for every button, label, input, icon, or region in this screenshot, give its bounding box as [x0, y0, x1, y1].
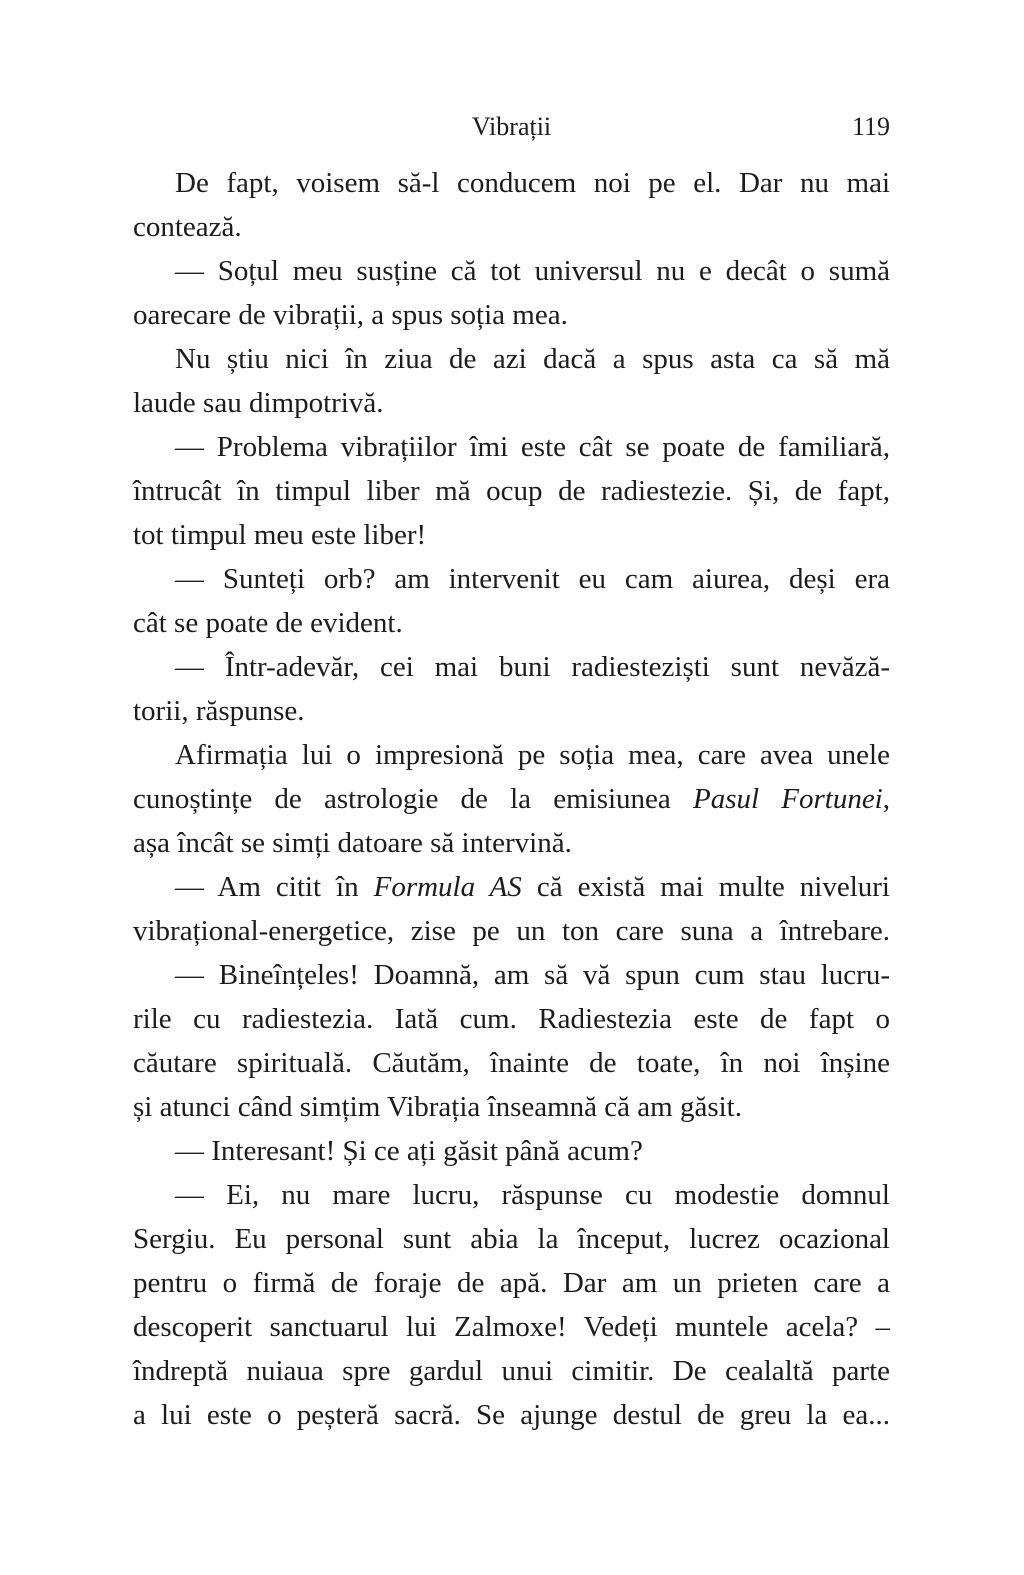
- running-title: Vibrații: [471, 112, 552, 141]
- text-line: îndreptă nuiaua spre gardul unui cimitir. De cealaltă parte: [133, 1355, 890, 1387]
- text-line: oarecare de vibrații, a spus soția mea.: [133, 299, 568, 331]
- text-line: Sergiu. Eu personal sunt abia la început, lucrez ocazional: [133, 1223, 890, 1255]
- text-line: laude sau dimpotrivă.: [133, 387, 384, 419]
- text-line: Nu știu nici în ziua de azi dacă a spus asta ca să mă: [175, 343, 890, 375]
- text-line: și atunci când simțim Vibrația înseamnă că am găsit.: [133, 1091, 742, 1123]
- text-line: rile cu radiestezia. Iată cum. Radiestezia este de fapt o: [133, 1003, 890, 1035]
- text-line: cunoștințe de astrologie de la emisiunea Pasul Fortunei,: [133, 783, 890, 815]
- text-line: a lui este o peșteră sacră. Se ajunge destul de greu la ea...: [133, 1399, 890, 1431]
- text-line: cât se poate de evident.: [133, 607, 403, 639]
- text-line: — Problema vibrațiilor îmi este cât se poate de familiară,: [175, 431, 890, 463]
- text-line: — Sunteți orb? am intervenit eu cam aiurea, deși era: [175, 563, 890, 595]
- text-line: vibrațional-energetice, zise pe un ton care suna a întrebare.: [133, 915, 890, 947]
- text-line: pentru o firmă de foraje de apă. Dar am un prieten care a: [133, 1267, 890, 1299]
- text-line: — Soțul meu susține că tot universul nu e decât o sumă: [175, 255, 890, 287]
- body-text: [133, 161, 890, 1437]
- text-line: descoperit sanctuarul lui Zalmoxe! Vedeți muntele acela? –: [133, 1311, 890, 1343]
- page-number: 119: [851, 112, 890, 141]
- text-line: tot timpul meu este liber!: [133, 519, 427, 551]
- page-header: [133, 112, 890, 144]
- text-line: — Interesant! Și ce ați găsit până acum?: [175, 1135, 643, 1167]
- text-line: — Am citit în Formula AS că există mai multe niveluri: [175, 871, 890, 903]
- text-line: așa încât se simți datoare să intervină.: [133, 827, 572, 859]
- text-line: De fapt, voisem să-l conducem noi pe el. Dar nu mai: [175, 167, 890, 199]
- text-line: torii, răspunse.: [133, 695, 305, 727]
- text-line: — Ei, nu mare lucru, răspunse cu modestie domnul: [175, 1179, 890, 1211]
- text-line: Afirmația lui o impresionă pe soția mea, care avea unele: [175, 739, 890, 771]
- text-line: contează.: [133, 211, 242, 243]
- text-line: — Bineînțeles! Doamnă, am să vă spun cum stau lucru-: [175, 959, 890, 991]
- text-line: întrucât în timpul liber mă ocup de radiestezie. Și, de fapt,: [133, 475, 890, 507]
- text-line: — Într-adevăr, cei mai buni radiesteziști sunt nevăză-: [175, 651, 890, 683]
- text-line: căutare spirituală. Căutăm, înainte de toate, în noi înșine: [133, 1047, 890, 1079]
